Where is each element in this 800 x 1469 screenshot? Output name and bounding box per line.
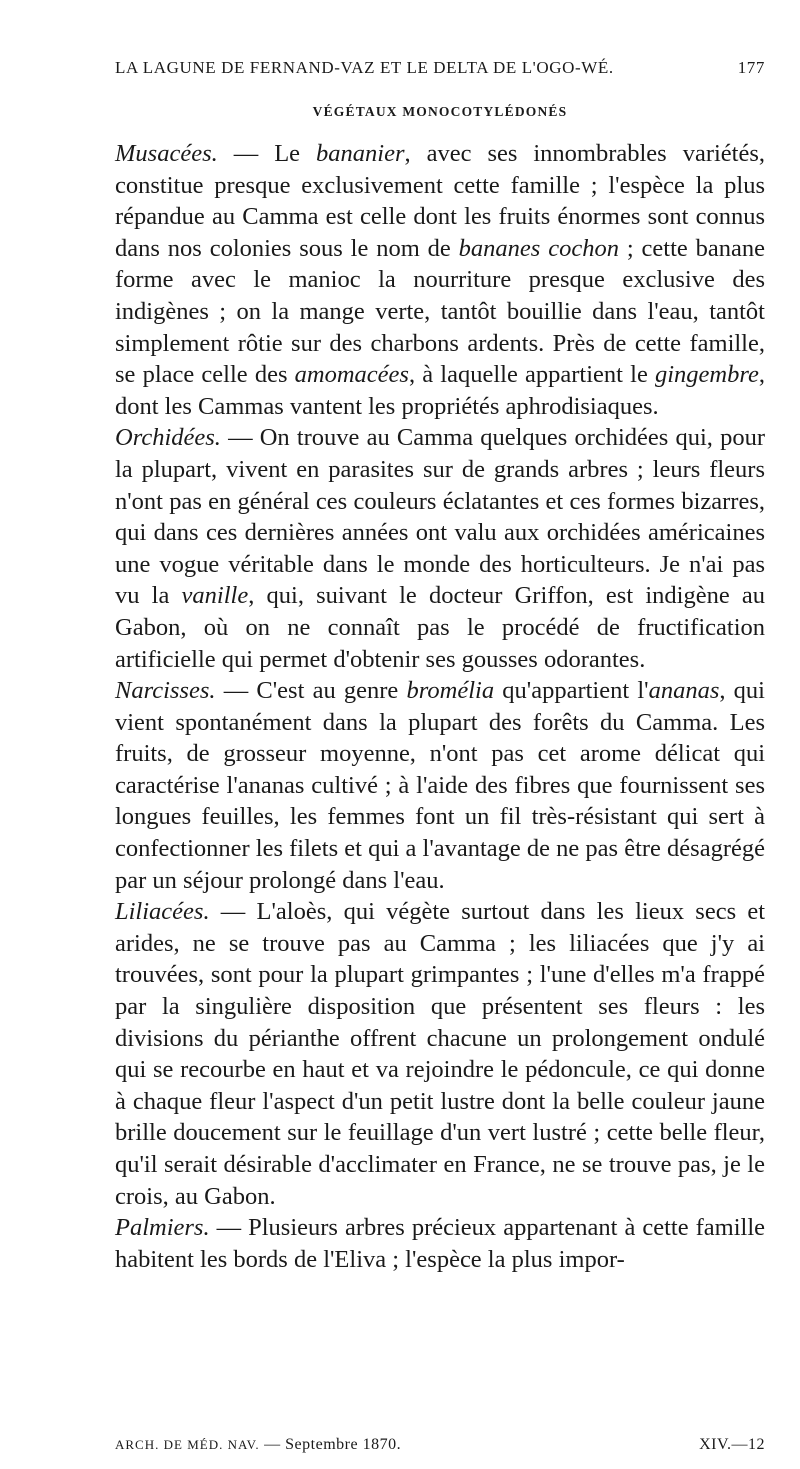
italic-term: vanille <box>181 582 249 610</box>
italic-term: bromélia <box>406 677 495 705</box>
paragraph-text: ; cette banane forme avec le manioc la nourriture presque exclusive des indigènes ; on la mange verte, tantôt bouillie dans l'eau, tantôt simplement rôtie sur des charbons ardents. Près de cette famille, se place celle des <box>115 234 765 389</box>
paragraph-text: qu'appartient l' <box>494 677 649 705</box>
paragraph-lead: Narcisses. <box>115 677 216 705</box>
italic-term: bananier <box>316 140 405 167</box>
paragraph <box>115 138 765 422</box>
italic-term: bananes cochon <box>458 234 619 262</box>
paragraph-text: , qui vient spontanément dans la plupart des forêts du Camma. Les fruits, de grosseur moyenne, n'ont pas cet arome délicat qui caractérise l'ananas cultivé ; à l'aide des fibres que fournissent ses longues feuilles, les femmes font un fil très-résistant qui sert à confectionner les filets et qui a l'avantage de ne pas être désagrégé par un séjour prolongé dans l'eau. <box>115 677 765 894</box>
paragraph-text: — Le <box>217 140 317 167</box>
footer-date: — Septembre 1870. <box>259 1436 402 1453</box>
footer-signature: XIV.—12 <box>699 1436 765 1453</box>
paragraph <box>115 675 765 896</box>
paragraph <box>115 1212 765 1275</box>
paragraph-text: — L'aloès, qui végète surtout dans les lieux secs et arides, ne se trouve pas au Camma ; les liliacées que j'y ai trouvées, sont pour la plupart grimpantes ; l'une d'elles m'a frappé par la singulière disposition que présentent ses fleurs : les divisions du périanthe offrent chacune un prolongement ondulé qui se recourbe en haut et va rejoindre le pédoncule, ce qui donne à chaque fleur l'aspect d'un petit lustre dont la belle couleur jaune brille doucement sur le feuillage d'un vert lustré ; cette belle fleur, qu'il serait désirable d'acclimater en France, ne se trouve pas, je le crois, au Gabon. <box>115 898 765 1210</box>
paragraph-lead: Musacées. <box>115 140 218 167</box>
page-footer <box>115 1436 765 1454</box>
italic-term: ananas <box>648 677 720 705</box>
paragraph-lead: Orchidées. <box>115 424 221 452</box>
section-heading: VÉGÉTAUX MONOCOTYLÉDONÉS <box>312 104 568 119</box>
paragraph-text: , à laquelle appartient le <box>408 361 655 389</box>
paragraph-text: — On trouve au Camma quelques orchidées qui, pour la plupart, vivent en parasites sur de grands arbres ; leurs fleurs n'ont pas en général ces couleurs éclatantes et ces formes bizarres, qui dans ces dernières années ont valu aux orchidées américaines une vogue véritable dans le monde des horticulteurs. Je n'ai pas vu la <box>115 424 765 610</box>
document-page <box>115 58 766 1453</box>
paragraph-text: , qui, suivant le docteur Griffon, est indigène au Gabon, où on ne connaît pas le procédé de fructification artificielle qui permet d'obtenir ses gousses odorantes. <box>115 582 765 673</box>
footer-citation <box>115 1436 401 1454</box>
paragraph <box>115 896 765 1212</box>
italic-term: gingembre <box>655 361 759 389</box>
page-number: 177 <box>737 58 765 77</box>
paragraph <box>115 422 765 675</box>
paragraph-lead: Liliacées. <box>115 898 210 926</box>
paragraph-text: — C'est au genre <box>215 677 407 705</box>
running-header <box>115 58 765 88</box>
paragraph-text: , avec ses innombrables variétés, constitue presque exclusivement cette famille ; l'espèce la plus répandue au Camma est celle dont les fruits énormes sont connus dans nos colonies sous le nom de <box>115 140 766 262</box>
paragraph-text: — Plusieurs arbres précieux appartenant à cette famille habitent les bords de l'Eliva ; l'espèce la plus impor- <box>115 1214 765 1273</box>
paragraph-lead: Palmiers. <box>115 1214 210 1242</box>
body-text <box>115 138 765 1275</box>
italic-term: amomacées <box>294 361 409 389</box>
running-title: LA LAGUNE DE FERNAND-VAZ ET LE DELTA DE L'OGO-WÉ. <box>115 58 614 77</box>
footer-journal: ARCH. DE MÉD. NAV. <box>115 1437 260 1452</box>
paragraph-text: , dont les Cammas vantent les propriétés aphrodisiaques. <box>115 361 765 420</box>
